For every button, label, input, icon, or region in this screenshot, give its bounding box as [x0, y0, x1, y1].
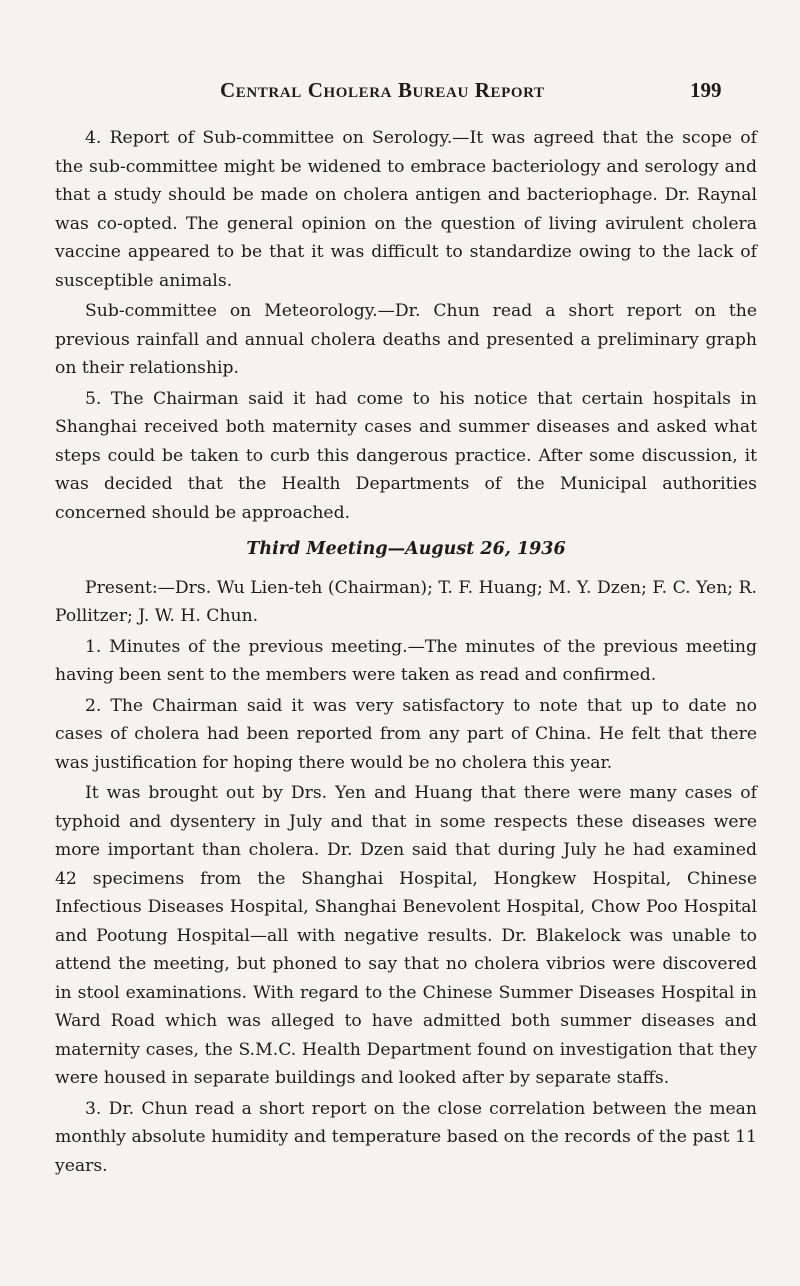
paragraph-hospitals-practice: 5. The Chairman said it had come to his notice that certain hospitals in Shanghai received both maternity cases and summer diseases and asked what steps could be taken to curb this dangerous practice. After some discussion, it was decided that the Health Departments of the Municipal authorities concerned should be approached. [55, 388, 757, 523]
running-title: Central Cholera Bureau Report [220, 78, 545, 102]
paragraph-serology-report: 4. Report of Sub-committee on Serology.—It was agreed that the scope of the sub-committee might be widened to embrace bacteriology and serology and that a study should be made on cholera antigen and bacteriophage. Dr. Raynal was co-opted. The general opinion on the question of living avirulent cholera vaccine appeared to be that it was difficult to standardize owing to the lack of susceptible animals. [55, 128, 757, 291]
page-number: 199 [690, 78, 722, 102]
body-text [55, 124, 757, 1182]
paragraph-present-members: Present:—Drs. Wu Lien-teh (Chairman); T. F. Huang; M. Y. Dzen; F. C. Yen; R. Pollitzer; J. W. H. Chun. [55, 577, 757, 626]
paragraph-humidity-report: 3. Dr. Chun read a short report on the close correlation between the mean monthly absolute humidity and temperature based on the records of the past 11 years. [55, 1098, 757, 1176]
paragraph-no-cholera: 2. The Chairman said it was very satisfactory to note that up to date no cases of cholera had been reported from any part of China. He felt that there was justification for hoping there would be no cholera this year. [55, 695, 757, 773]
paragraph-minutes: 1. Minutes of the previous meeting.—The minutes of the previous meeting having been sent to the members were taken as read and confirmed. [55, 636, 757, 685]
section-heading: Third Meeting—August 26, 1936 [246, 539, 566, 559]
paragraph-meteorology-report: Sub-committee on Meteorology.—Dr. Chun read a short report on the previous rainfall and annual cholera deaths and presented a preliminary graph on their relationship. [55, 301, 757, 378]
paragraph-typhoid-dysentery: It was brought out by Drs. Yen and Huang that there were many cases of typhoid and dysentery in July and that in some respects these diseases were more important than cholera. Dr. Dzen said that during July he had examined 42 specimens from the Shanghai Hospital, Hongkew Hospital, Chinese Infectious Diseases Hospital, Shanghai Benevolent Hospital, Chow Poo Hospital and Pootung Hospital—all with negative results. Dr. Blakelock was unable to attend the meeting, but phoned to say that no cholera vibrios were discovered in stool examinations. With regard to the Chinese Summer Diseases Hospital in Ward Road which was alleged to have admitted both summer diseases and maternity cases, the S.M.C. Health Department found on investigation that they were housed in separate buildings and looked after by separate staffs. [55, 783, 757, 1088]
